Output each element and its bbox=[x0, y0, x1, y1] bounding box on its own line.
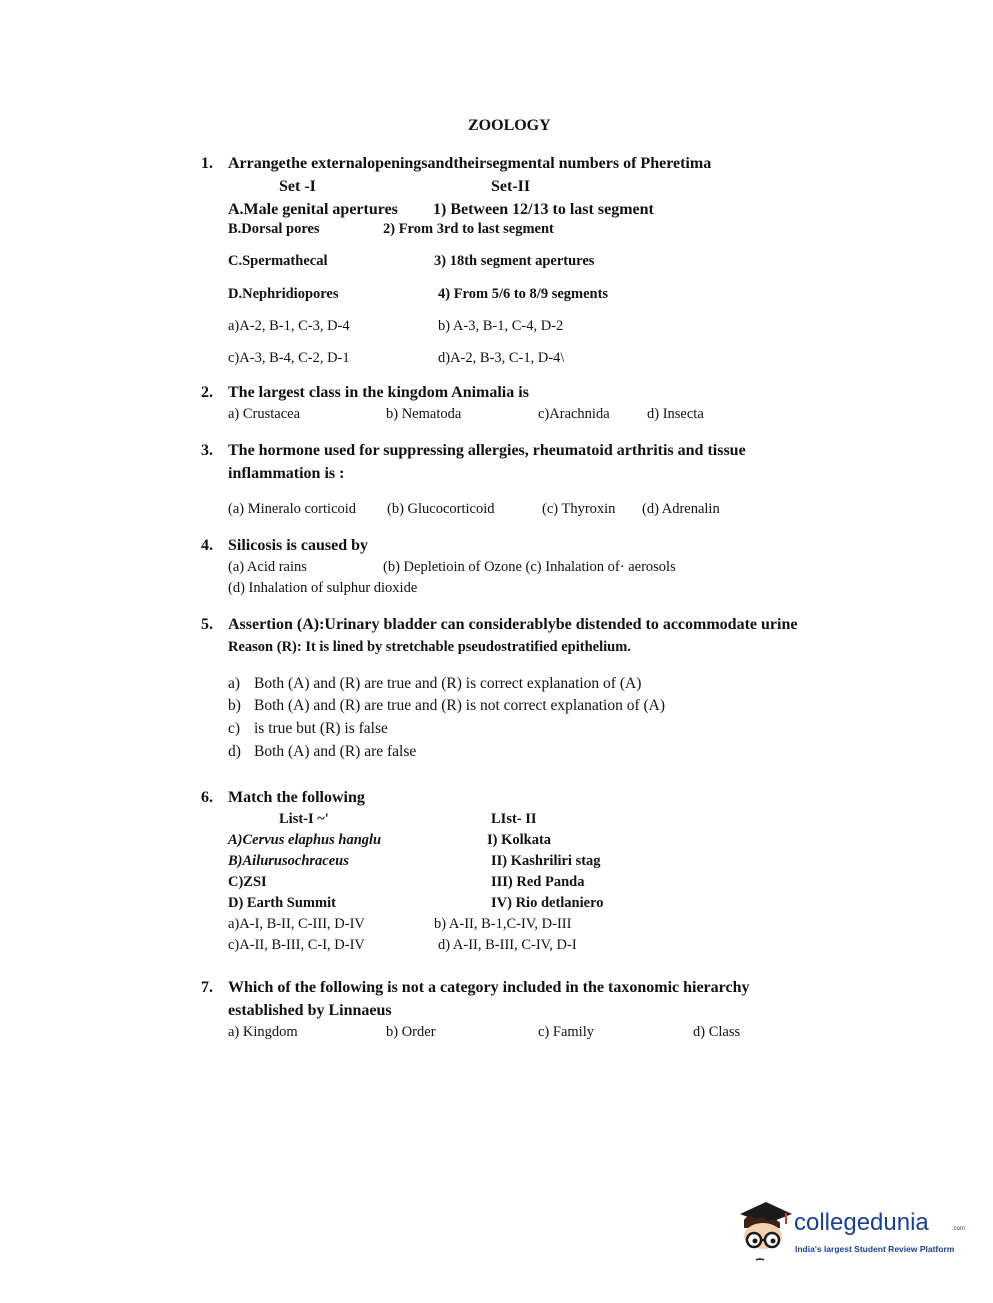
mascot-icon bbox=[736, 1196, 794, 1262]
option: is true but (R) is false bbox=[254, 720, 388, 737]
option: b) A-II, B-1,C-IV, D-III bbox=[434, 916, 572, 932]
option: a) Crustacea bbox=[228, 406, 301, 422]
question-number: 6. bbox=[201, 789, 213, 806]
option-label: b) bbox=[228, 697, 241, 714]
question-number: 4. bbox=[201, 537, 213, 554]
list1-item: D) Earth Summit bbox=[228, 895, 336, 911]
question-text: inflammation is : bbox=[228, 465, 345, 482]
option: d) Insecta bbox=[647, 406, 704, 422]
list1-header: List-I ~' bbox=[279, 811, 329, 827]
set2-header: Set-II bbox=[491, 178, 531, 195]
option: c)Arachnida bbox=[538, 406, 610, 422]
question-text: Silicosis is caused by bbox=[228, 537, 369, 554]
list2-item: II) Kashriliri stag bbox=[491, 853, 601, 869]
option: c)A-II, B-III, C-I, D-IV bbox=[228, 937, 365, 953]
list2-item: III) Red Panda bbox=[491, 874, 585, 890]
option: (b) Glucocorticoid bbox=[387, 501, 495, 517]
option: b) Nematoda bbox=[386, 406, 462, 422]
option: c) Family bbox=[538, 1024, 594, 1040]
logo-name: collegedunia bbox=[794, 1209, 929, 1236]
option: d) Class bbox=[693, 1024, 741, 1040]
question-text: Which of the following is not a category included in the taxonomic hierarchy bbox=[228, 979, 750, 996]
list1-item: A)Cervus elaphus hanglu bbox=[228, 832, 382, 848]
question-number: 5. bbox=[201, 616, 213, 633]
option: (a) Acid rains bbox=[228, 559, 307, 575]
option: b) Order bbox=[386, 1024, 436, 1040]
set2-item: 1) Between 12/13 to last segment bbox=[433, 201, 654, 218]
question-text: Match the following bbox=[228, 789, 365, 806]
set1-item: D.Nephridiopores bbox=[228, 286, 339, 302]
list1-item: C)ZSI bbox=[228, 874, 267, 890]
option: a) Kingdom bbox=[228, 1024, 298, 1040]
option: a)A-2, B-1, C-3, D-4 bbox=[228, 318, 350, 334]
set2-item: 2) From 3rd to last segment bbox=[383, 221, 554, 237]
assertion-text: Assertion (A):Urinary bladder can considerablybe distended to accommodate urine bbox=[228, 616, 798, 633]
question-text: established by Linnaeus bbox=[228, 1002, 392, 1019]
question-number: 1. bbox=[201, 155, 213, 172]
set2-item: 3) 18th segment apertures bbox=[434, 253, 595, 269]
reason-text: Reason (R): It is lined by stretchable pseudostratified epithelium. bbox=[228, 639, 631, 655]
question-number: 3. bbox=[201, 442, 213, 459]
list2-header: LIst- II bbox=[491, 811, 537, 827]
option: Both (A) and (R) are true and (R) is correct explanation of (A) bbox=[254, 675, 642, 692]
option: (a) Mineralo corticoid bbox=[228, 501, 357, 517]
option-label: d) bbox=[228, 743, 241, 760]
option: d)A-2, B-3, C-1, D-4\ bbox=[438, 350, 565, 366]
option: (d) Inhalation of sulphur dioxide bbox=[228, 580, 418, 596]
option: (b) Depletioin of Ozone (c) Inhalation of· aerosols bbox=[383, 559, 676, 575]
set1-item: B.Dorsal pores bbox=[228, 221, 320, 237]
page-title: ZOOLOGY bbox=[468, 117, 551, 134]
question-text: The largest class in the kingdom Animalia is bbox=[228, 384, 529, 401]
logo-tagline: India's largest Student Review Platform bbox=[795, 1244, 955, 1254]
set1-item: A.Male genital apertures bbox=[228, 201, 398, 218]
question-text: Arrangethe externalopeningsandtheirsegmental numbers of Pheretima bbox=[228, 155, 712, 172]
option: (d) Adrenalin bbox=[642, 501, 720, 517]
option: (c) Thyroxin bbox=[542, 501, 616, 517]
option-label: a) bbox=[228, 675, 241, 692]
option: Both (A) and (R) are false bbox=[254, 743, 417, 760]
logo-suffix: .com bbox=[952, 1226, 966, 1232]
set1-item: C.Spermathecal bbox=[228, 253, 328, 269]
option: d) A-II, B-III, C-IV, D-I bbox=[438, 937, 577, 953]
set1-header: Set -I bbox=[279, 178, 316, 195]
option: b) A-3, B-1, C-4, D-2 bbox=[438, 318, 564, 334]
option: a)A-I, B-II, C-III, D-IV bbox=[228, 916, 365, 932]
question-text: The hormone used for suppressing allergies, rheumatoid arthritis and tissue bbox=[228, 442, 746, 459]
question-number: 2. bbox=[201, 384, 213, 401]
list2-item: I) Kolkata bbox=[487, 832, 552, 848]
option: c)A-3, B-4, C-2, D-1 bbox=[228, 350, 350, 366]
question-number: 7. bbox=[201, 979, 213, 996]
list2-item: IV) Rio detlaniero bbox=[491, 895, 604, 911]
list1-item: B)Ailurusochraceus bbox=[228, 853, 349, 869]
option-label: c) bbox=[228, 720, 241, 737]
option: Both (A) and (R) are true and (R) is not correct explanation of (A) bbox=[254, 697, 666, 714]
set2-item: 4) From 5/6 to 8/9 segments bbox=[438, 286, 609, 302]
